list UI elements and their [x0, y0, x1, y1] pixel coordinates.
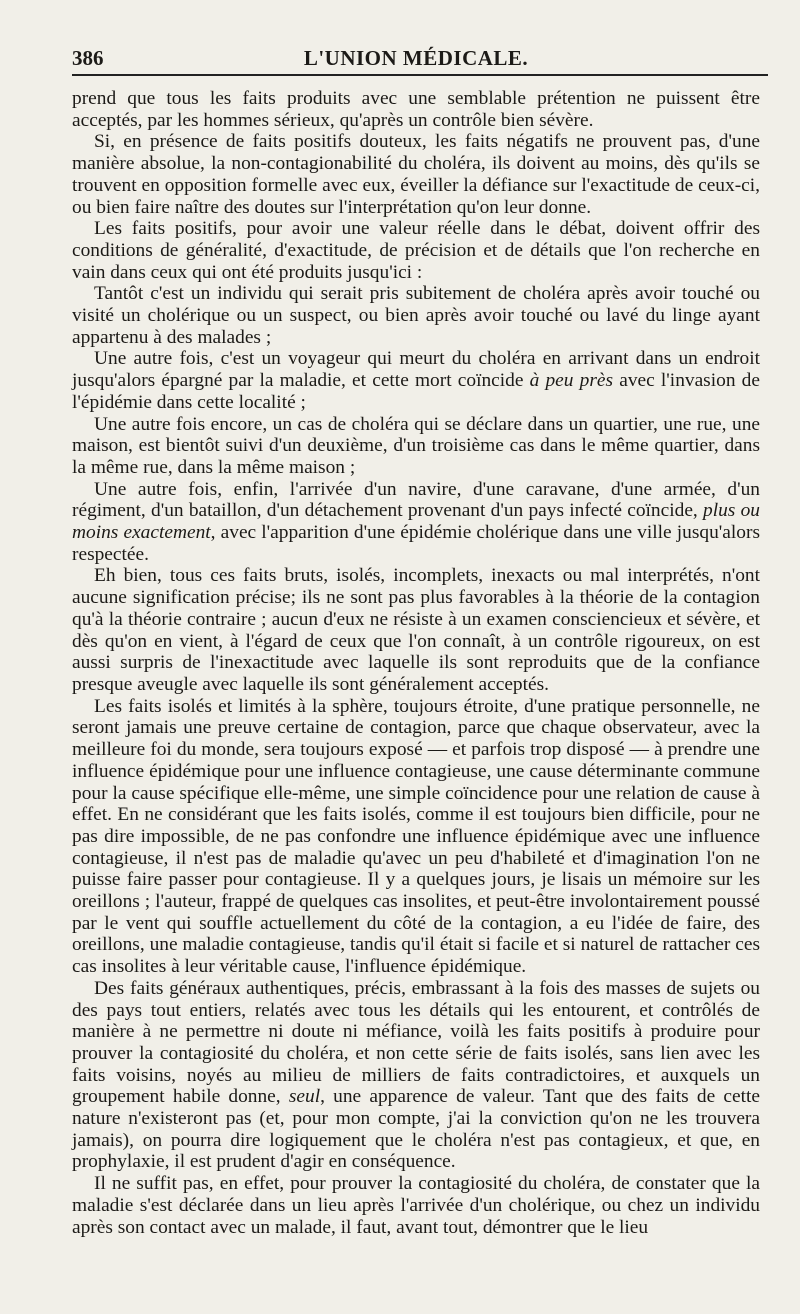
- paragraph-p9: [72, 696, 760, 978]
- paragraph-p3: [72, 218, 760, 283]
- paragraph-text: Si, en présence de faits positifs douteux, les faits négatifs ne prouvent pas, d'une manière absolue, la non-contagionabilité du choléra, ils doivent au moins, dès qu'ils se trouvent en opposition formelle avec eux, éveiller la défiance sur l'exactitude de ceux-ci, ou bien faire naître des doutes sur l'interprétation qu'on leur donne.: [72, 131, 760, 218]
- paragraph-p1: [72, 88, 760, 131]
- paragraph-p6: [72, 414, 760, 479]
- italic-text: seul: [288, 1086, 321, 1108]
- paragraph-p11: [72, 1173, 760, 1238]
- paragraph-p8: [72, 565, 760, 695]
- paragraph-text: Il ne suffit pas, en effet, pour prouver la contagiosité du choléra, de constater que la maladie s'est déclarée dans un lieu après l'arrivée d'un cholérique, ou chez un individu après son contact avec un malade, il faut, avant tout, démontrer que le lieu: [72, 1173, 760, 1238]
- paragraph-text: Une autre fois, c'est un voyageur qui meurt du choléra en arrivant dans un endroit jusqu'alors épargné par la maladie, et cette mort coïncide: [72, 348, 760, 392]
- paragraph-text: , avec l'apparition d'une épidémie cholérique dans une ville jusqu'alors respectée.: [72, 522, 760, 565]
- paragraph-text: Tantôt c'est un individu qui serait pris subitement de choléra après avoir touché ou visité un cholérique ou un suspect, ou bien après avoir touché ou lavé du linge ayant appartenu à des malades ;: [72, 283, 760, 348]
- paragraph-p2: [72, 131, 760, 218]
- italic-text: plus ou moins exactement: [72, 500, 760, 544]
- paragraph-text: Les faits isolés et limités à la sphère, toujours étroite, d'une pratique personnelle, ne seront jamais une preuve certaine de contagion, parce que chaque observateur, avec la meilleure foi du monde, sera toujours exposé — et parfois trop disposé — à prendre une influence épidémique pour une influence contagieuse, une cause déterminante commune pour la cause spécifique elle-même, une simple coïncidence pour une relation de cause à effet. En ne considérant que les faits isolés, comme il est toujours bien difficile, pour ne pas dire impossible, de ne pas confondre une influence épidémique avec une influence contagieuse, il n'est pas de maladie qu'avec un peu d'habileté et d'imagination l'on ne puisse faire passer pour contagieuse. Il y a quelques jours, je lisais un mémoire sur les oreillons ; l'auteur, frappé de quelques cas insolites, et peut-être involontairement poussé par le vent qui souffle actuellement du côté de la contagion, a eu l'idée de faire, des oreillons, une maladie contagieuse, tandis qu'il était si facile et si naturel de rattacher ces cas insolites à leur véritable cause, l'influence épidémique.: [72, 695, 760, 978]
- body-text: [72, 88, 760, 1238]
- paragraph-text: , une apparence de valeur. Tant que des faits de cette nature n'existeront pas (et, pour mon compte, j'ai la conviction qu'on ne les trouvera jamais), on pourra dire logiquement que le choléra n'est pas contagieux, et que, en prophylaxie, il est prudent d'agir en conséquence.: [72, 1086, 760, 1173]
- paragraph-text: Eh bien, tous ces faits bruts, isolés, incomplets, inexacts ou mal interprétés, n'ont aucune signification précise; ils ne sont pas plus favorables à la théorie de la contagion qu'à la théorie contraire ; aucun d'eux ne résiste à un examen consciencieux et sévère, et dès qu'on en vient, à l'égard de ceux que l'on connaît, à un contrôle rigoureux, on est aussi surpris de l'inexactitude avec laquelle ils sont reproduits que de la confiance presque aveugle avec laquelle ils sont généralement acceptés.: [72, 565, 760, 695]
- running-title: L'UNION MÉDICALE.: [303, 46, 529, 70]
- paragraph-p5: [72, 348, 760, 413]
- paragraph-text: Les faits positifs, pour avoir une valeur réelle dans le débat, doivent offrir des conditions de généralité, d'exactitude, de précision et de détails que l'on recherche en vain dans ceux qui ont été produits jusqu'ici :: [72, 218, 760, 283]
- page-header: [72, 38, 760, 72]
- paragraph-text: prend que tous les faits produits avec une semblable prétention ne puissent être acceptés, par les hommes sérieux, qu'après un contrôle bien sévère.: [72, 88, 760, 131]
- paragraph-text: Une autre fois, enfin, l'arrivée d'un navire, d'une caravane, d'une armée, d'un régiment, d'un bataillon, d'un détachement provenant d'un pays infecté coïncide,: [72, 478, 760, 522]
- paragraph-p10: [72, 978, 760, 1173]
- paragraph-text: Des faits généraux authentiques, précis, embrassant à la fois des masses de sujets ou des pays tout entiers, relatés avec tous les détails qui les entourent, et contrôlés de manière à ne permettre ni doute ni méfiance, voilà les faits positifs à produire pour prouver la contagiosité du choléra, et non cette série de faits isolés, sans lien avec les faits voisins, noyés au milieu de milliers de faits contradictoires, et auxquels un groupement habile donne,: [72, 977, 760, 1108]
- paragraph-p4: [72, 283, 760, 348]
- paragraph-text: Une autre fois encore, un cas de choléra qui se déclare dans un quartier, une rue, une maison, est bientôt suivi d'un deuxième, d'un troisième cas dans le même quartier, dans la même rue, dans la même maison ;: [72, 413, 760, 478]
- header-rule: [72, 74, 768, 76]
- paragraph-text: avec l'invasion de l'épidémie dans cette localité ;: [72, 370, 760, 413]
- italic-text: à peu près: [529, 370, 614, 392]
- paragraph-p7: [72, 479, 760, 566]
- page-number: 386: [72, 46, 104, 70]
